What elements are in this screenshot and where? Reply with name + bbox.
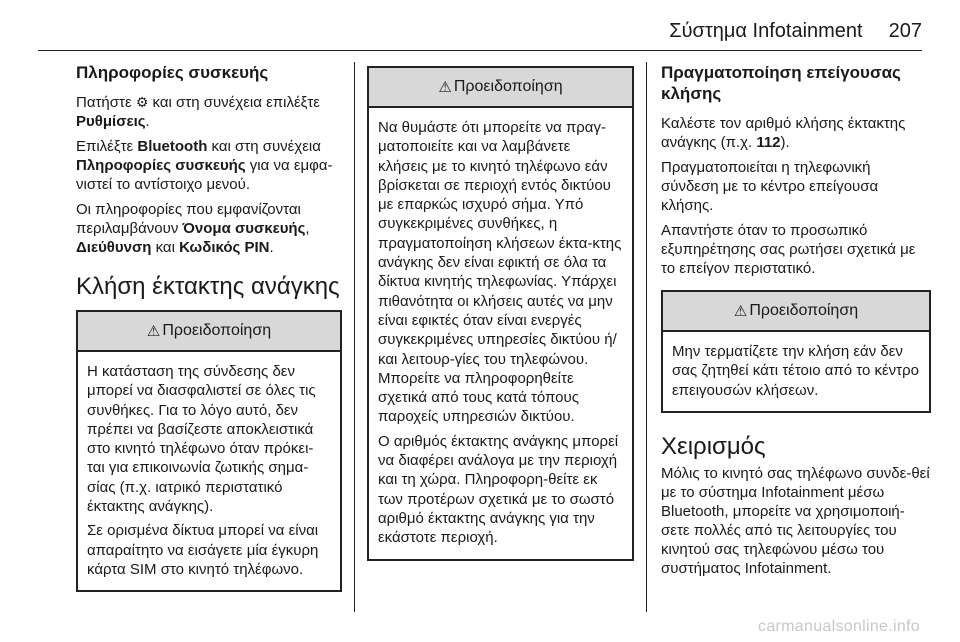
warning-header <box>369 68 632 108</box>
column-2 <box>367 62 634 561</box>
paragraph-press-settings: Πατήστε ⚙ και στη συνέχεια επιλέξτε Ρυθμίσεις. <box>76 94 320 130</box>
column-1 <box>76 62 342 592</box>
warning-text: Μην τερματίζετε την κλήση εάν δεν σας ζητηθεί κάτι τέτοιο από το κέντρο επειγουσών κλήσεων. <box>672 343 919 399</box>
warning-text: Σε ορισμένα δίκτυα μπορεί να είναι απαραίτητο να εισάγετε μία έγκυρη κάρτα SIM στο κινητό τηλέφωνο. <box>87 522 319 578</box>
warning-body <box>369 108 632 559</box>
paragraph-dial-number: Καλέστε τον αριθμό κλήσης έκτακτης ανάγκης (π.χ. 112). <box>661 115 906 151</box>
heading-emergency-call: Κλήση έκτακτης ανάγκης <box>76 273 340 300</box>
warning-box-connection <box>76 310 342 592</box>
gear-icon: ⚙ <box>135 94 149 110</box>
paragraph-info-shown: Οι πληροφορίες που εμφανίζονται περιλαμβάνουν Όνομα συσκευής, Διεύθυνση και Κωδικός PIN. <box>76 201 310 256</box>
paragraph-operation: Μόλις το κινητό σας τηλέφωνο συνδε-θεί με το σύστημα Infotainment μέσω Bluetooth, μπορείτε να χρησιμοποιή-σετε πολλές από τις λειτουργίες του κινητού σας τηλεφώνου μέσω του συστήματος Infotainment. <box>661 464 930 577</box>
column-divider-1 <box>354 62 355 612</box>
page-number: 207 <box>888 19 922 42</box>
warning-header <box>78 312 340 352</box>
warning-text: Να θυμάστε ότι μπορείτε να πραγ-ματοποιείτε και να λαμβάνετε κλήσεις με το κινητό τηλέφωνο εάν βρίσκεται σε περιοχή εντός δικτύου με επαρκώς ισχυρό σήμα. Υπό συγκεκριμένες συνθήκες, η πραγματοποίηση κλήσεων έκτα-κτης ανάγκης δεν είναι εφικτή σε όλα τα δίκτυα κινητής τηλεφωνίας. Υπάρχει πιθανότητα οι κλήσεις αυτές να μην είναι εφικτές όταν είναι ενεργές συγκεκριμένες υπηρεσίες δικτύου ή/και λειτουρ-γίες του τηλεφώνου. Μπορείτε να πληροφορηθείτε σχετικά από τους κατά τόπους παροχείς υπηρεσιών δικτύου. <box>378 119 622 426</box>
warning-triangle-icon: ⚠ <box>733 303 748 320</box>
heading-operation: Χειρισμός <box>661 432 766 460</box>
header-rule <box>38 50 922 51</box>
page-header <box>669 14 922 48</box>
watermark-text: carmanualsonline.info <box>758 618 920 635</box>
heading-device-info: Πληροφορίες συσκευής <box>76 63 269 82</box>
paragraph-select-bluetooth: Επιλέξτε Bluetooth και στη συνέχεια Πληροφορίες συσκευής για να εμφα-νιστεί το αντίστοιχο μενού. <box>76 138 333 193</box>
column-divider-2 <box>646 62 647 612</box>
warning-box-network <box>367 66 634 561</box>
warning-title: Προειδοποίηση <box>453 78 563 95</box>
header-title: Σύστημα Infotainment <box>669 19 863 42</box>
warning-title: Προειδοποίηση <box>162 322 272 339</box>
warning-text: Η κατάσταση της σύνδεσης δεν μπορεί να διασφαλιστεί σε όλες τις συνθήκες. Για το λόγο αυτό, δεν πρέπει να βασίζεστε αποκλειστικά στο κινητό τηλέφωνο όταν πρόκει-ται για επικοινωνία ζωτικής σημα-σίας (π.χ. ιατρικό περιστατικό έκτακτης ανάγκης). <box>87 363 316 516</box>
column-3 <box>661 62 931 584</box>
paragraph-connection: Πραγματοποιείται η τηλεφωνική σύνδεση με το κέντρο επείγουσα κλήσης. <box>661 159 879 214</box>
warning-triangle-icon: ⚠ <box>146 323 161 340</box>
warning-triangle-icon: ⚠ <box>438 79 452 96</box>
warning-text: Ο αριθμός έκτακτης ανάγκης μπορεί να διαφέρει ανάλογα με την περιοχή και τη χώρα. Πληροφορη-θείτε εκ των προτέρων σχετικά με το σωστό αριθμό έκτακτης ανάγκης για την εκάστοτε περιοχή. <box>378 432 619 547</box>
paragraph-answer: Απαντήστε όταν το προσωπικό εξυπηρέτησης σας ρωτήσει σχετικά με το επείγον περιστατικό. <box>661 222 916 277</box>
warning-box-dont-hang-up <box>661 290 931 413</box>
warning-header <box>663 292 929 332</box>
warning-body <box>78 352 340 590</box>
warning-body <box>663 332 929 411</box>
heading-make-emergency-call: Πραγματοποίηση επείγουσας κλήσης <box>661 63 901 103</box>
warning-title: Προειδοποίηση <box>749 302 859 319</box>
